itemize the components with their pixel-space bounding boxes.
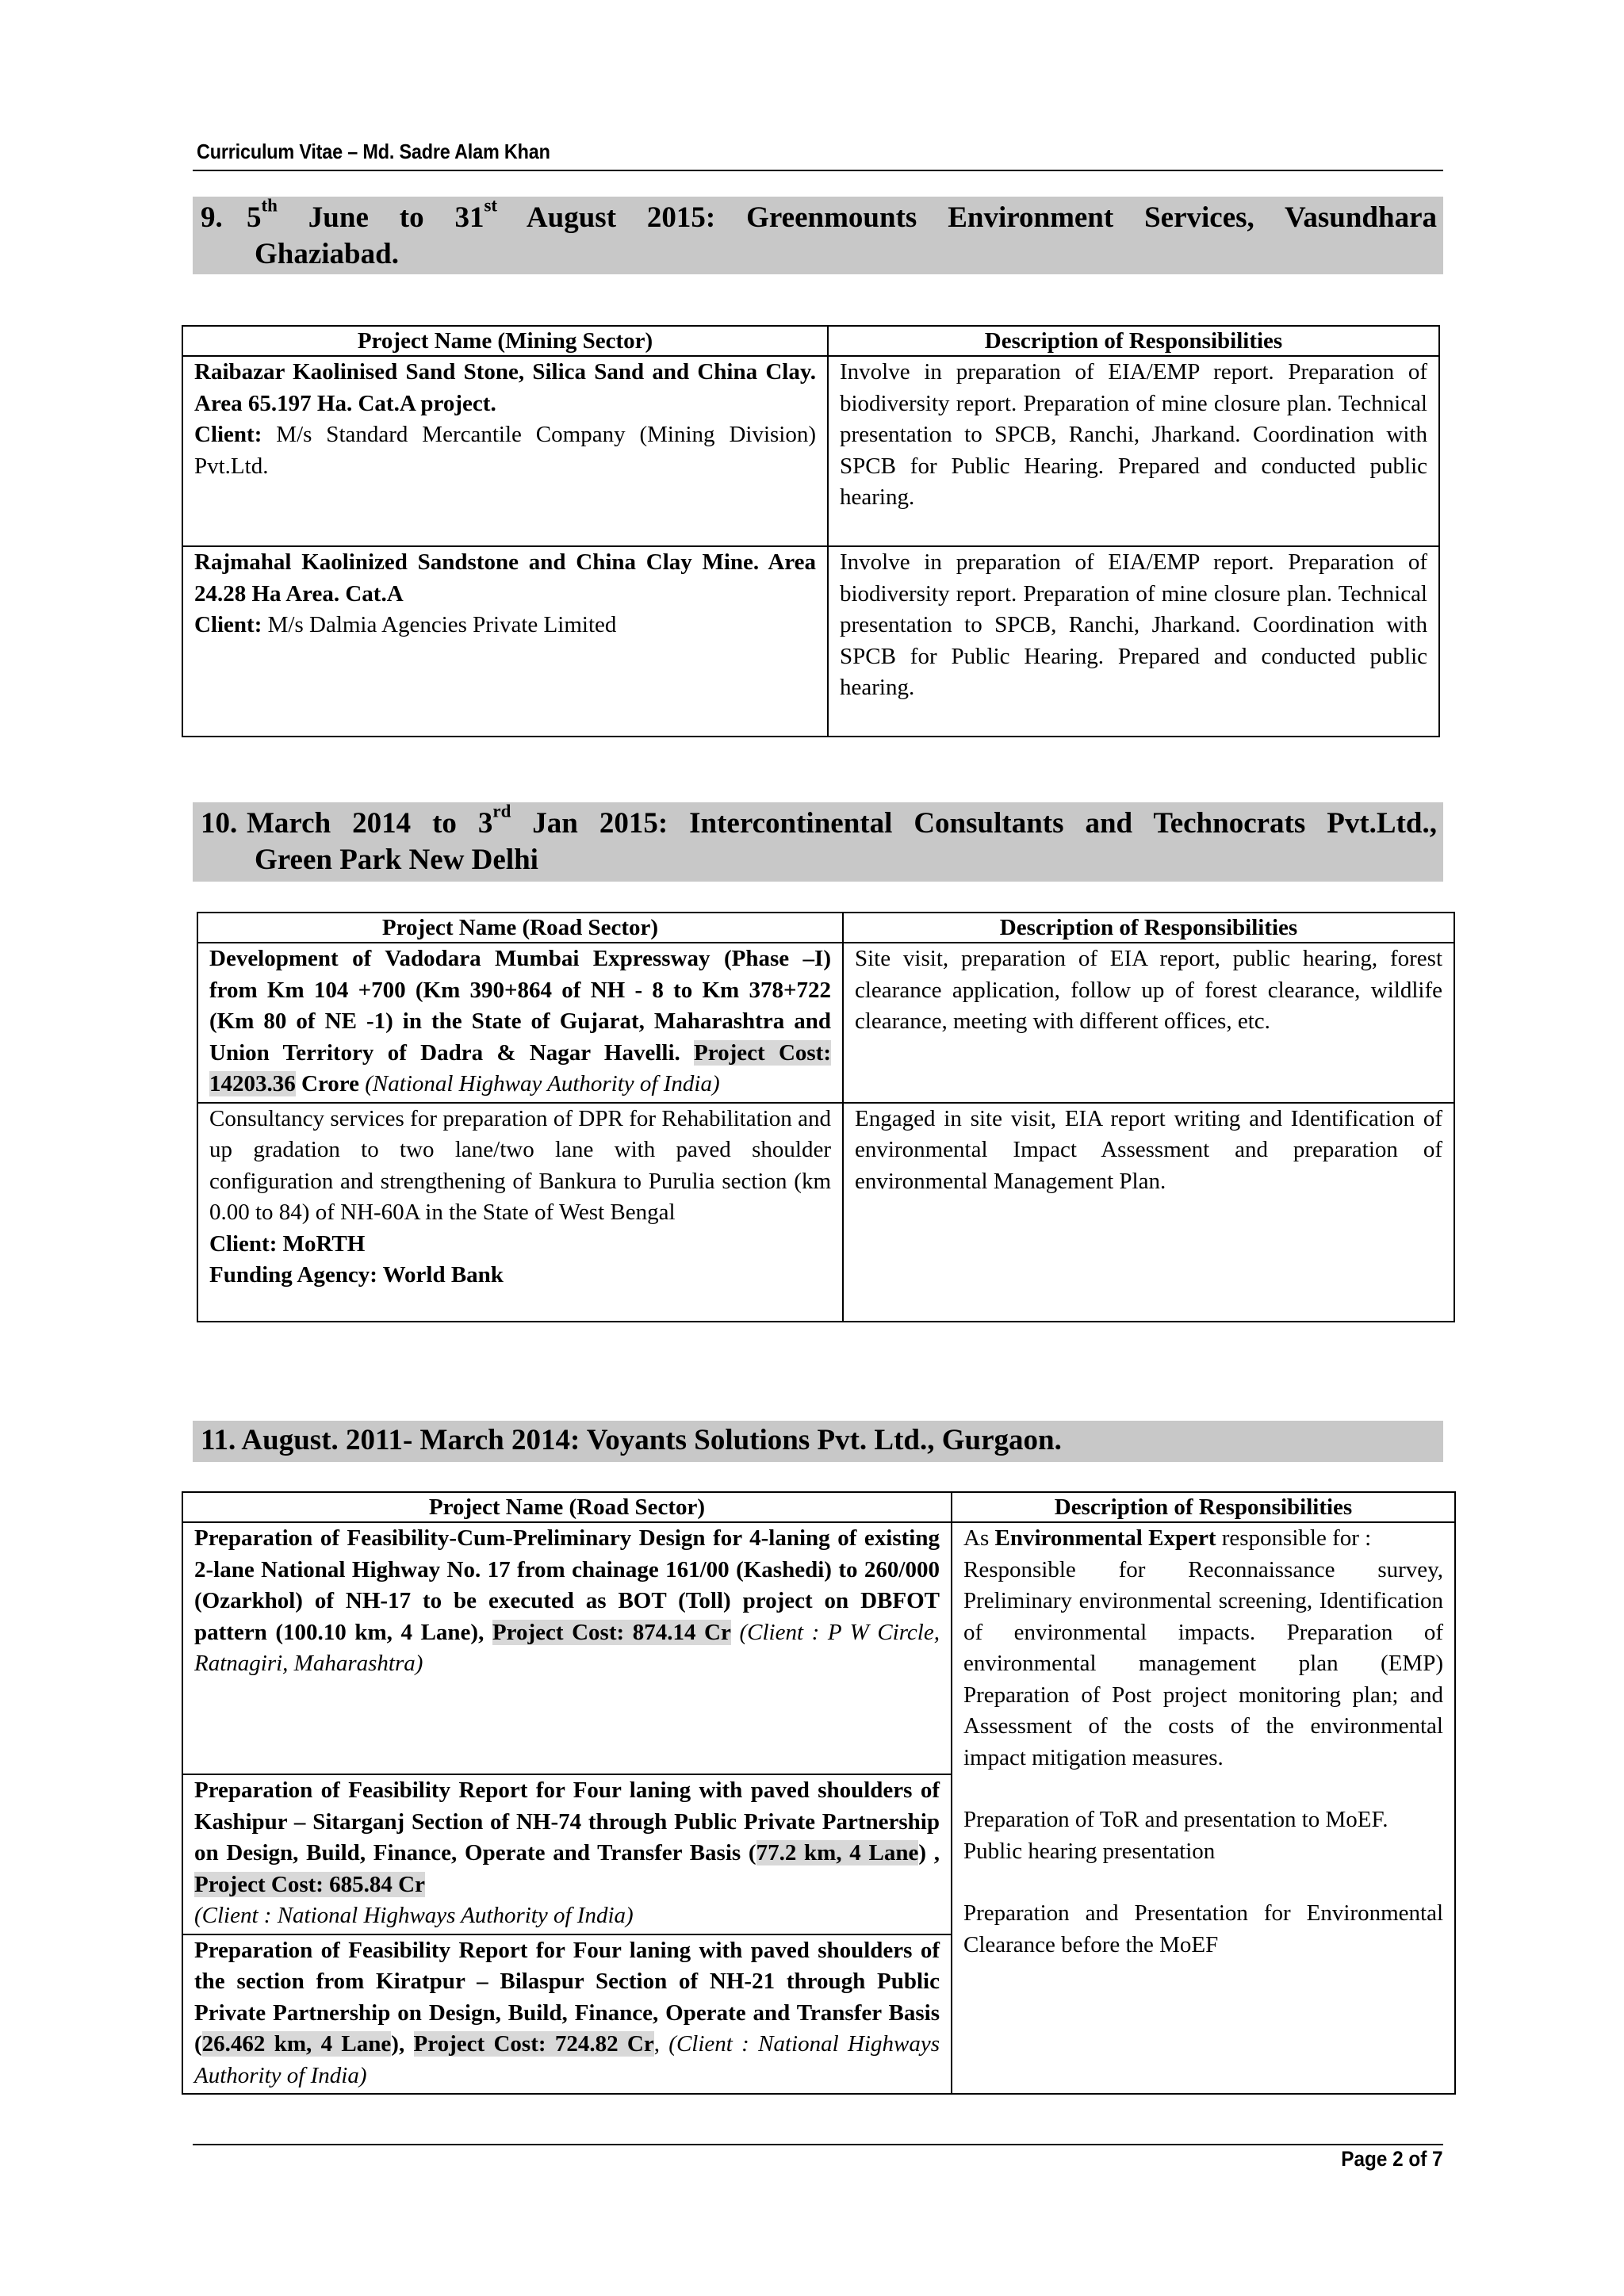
section-11-table: [182, 1491, 1456, 2095]
table-header: Description of Responsibilities: [828, 326, 1439, 356]
table-row: Consultancy services for preparation of DPR for Rehabilitation and up gradation to two lane/two lane with paved shoulder configuration and strengthening of Bankura to Purulia section (km 0.00 to 84) of NH-60A in the State of West Bengal Client: MoRTH Funding Agency: World Bank Engaged in site visit, EIA report writing and Identification of environmental Impact Assessment and preparation of environmental Management Plan.: [197, 1103, 1454, 1322]
footer-rule: [193, 2144, 1443, 2145]
section-9-heading: 9. 5th June to 31st August 2015: Greenmounts Environment Services, Vasundhara Ghaziabad.: [193, 197, 1443, 274]
table-row: Rajmahal Kaolinized Sandstone and China Clay Mine. Area 24.28 Ha Area. Cat.A Client: M/s Dalmia Agencies Private Limited Involve in preparation of EIA/EMP report. Preparation of biodiversity report. Preparation of mine closure plan. Technical presentation to SPCB, Ranchi, Jharkand. Coordination with SPCB for Public Hearing. Prepared and conducted public hearing.: [182, 546, 1439, 737]
section-10-heading: 10. March 2014 to 3rd Jan 2015: Intercontinental Consultants and Technocrats Pvt.Ltd., Green Park New Delhi: [193, 802, 1443, 882]
header-title: Curriculum Vitae – Md. Sadre Alam Khan: [197, 140, 550, 163]
table-header: Project Name (Mining Sector): [182, 326, 828, 356]
table-row: Preparation of Feasibility-Cum-Preliminary Design for 4-laning of existing 2-lane National Highway No. 17 from chainage 161/00 (Kashedi) to 260/000 (Ozarkhol) of NH-17 to be executed as BOT (Toll) project on DBFOT pattern (100.10 km, 4 Lane), Project Cost: 874.14 Cr (Client : P W Circle, Ratnagiri, Maharashtra) As Environmental Expert responsible for : Responsible for Reconnaissance survey, Preliminary environmental screening, Identification of environmental impacts. Preparation of environmental management plan (EMP) Preparation of Post project monitoring plan; and Assessment of the costs of the environmental impact mitigation measures. Preparation of ToR and presentation to MoEF. Public hearing presentation Preparation and Presentation for Environmental Clearance before the MoEF: [182, 1522, 1455, 1774]
header-rule: [193, 170, 1443, 171]
table-header: Description of Responsibilities: [952, 1492, 1455, 1522]
table-header: Description of Responsibilities: [843, 913, 1454, 943]
section-11-heading: 11. August. 2011- March 2014: Voyants Solutions Pvt. Ltd., Gurgaon.: [193, 1421, 1443, 1462]
table-row: Raibazar Kaolinised Sand Stone, Silica Sand and China Clay. Area 65.197 Ha. Cat.A project. Client: M/s Standard Mercantile Company (Mining Division) Pvt.Ltd. Involve in preparation of EIA/EMP report. Preparation of biodiversity report. Preparation of mine closure plan. Technical presentation to SPCB, Ranchi, Jharkand. Coordination with SPCB for Public Hearing. Prepared and conducted public hearing.: [182, 356, 1439, 546]
table-row: Preparation of Feasibility Report for Four laning with paved shoulders of Kashipur – Sitarganj Section of NH-74 through Public Private Partnership on Design, Build, Finance, Operate and Transfer Basis (77.2 km, 4 Lane) , Project Cost: 685.84 Cr (Client : National Highways Authority of India): [182, 1774, 1455, 1934]
page-number: Page 2 of 7: [1341, 2147, 1443, 2171]
section-10-table: [197, 912, 1455, 1322]
table-header: Project Name (Road Sector): [197, 913, 843, 943]
section-9-table: [182, 325, 1440, 737]
table-row: Preparation of Feasibility Report for Four laning with paved shoulders of the section from Kiratpur – Bilaspur Section of NH-21 through Public Private Partnership on Design, Build, Finance, Operate and Transfer Basis (26.462 km, 4 Lane), Project Cost: 724.82 Cr, (Client : National Highways Authority of India): [182, 1934, 1455, 2095]
responsibilities-cell: As Environmental Expert responsible for : Responsible for Reconnaissance survey, Preliminary environmental screening, Identification of environmental impacts. Preparation of environmental management plan (EMP) Preparation of Post project monitoring plan; and Assessment of the costs of the environmental impact mitigation measures. Preparation of ToR and presentation to MoEF. Public hearing presentation Preparation and Presentation for Environmental Clearance before the MoEF: [952, 1522, 1455, 2094]
table-header: Project Name (Road Sector): [182, 1492, 952, 1522]
table-row: Development of Vadodara Mumbai Expressway (Phase –I) from Km 104 +700 (Km 390+864 of NH - 8 to Km 378+722 (Km 80 of NE -1) in the State of Gujarat, Maharashtra and Union Territory of Dadra & Nagar Havelli. Project Cost: 14203.36 Crore (National Highway Authority of India) Site visit, preparation of EIA report, public hearing, forest clearance application, follow up of forest clearance, wildlife clearance, meeting with different offices, etc.: [197, 943, 1454, 1103]
